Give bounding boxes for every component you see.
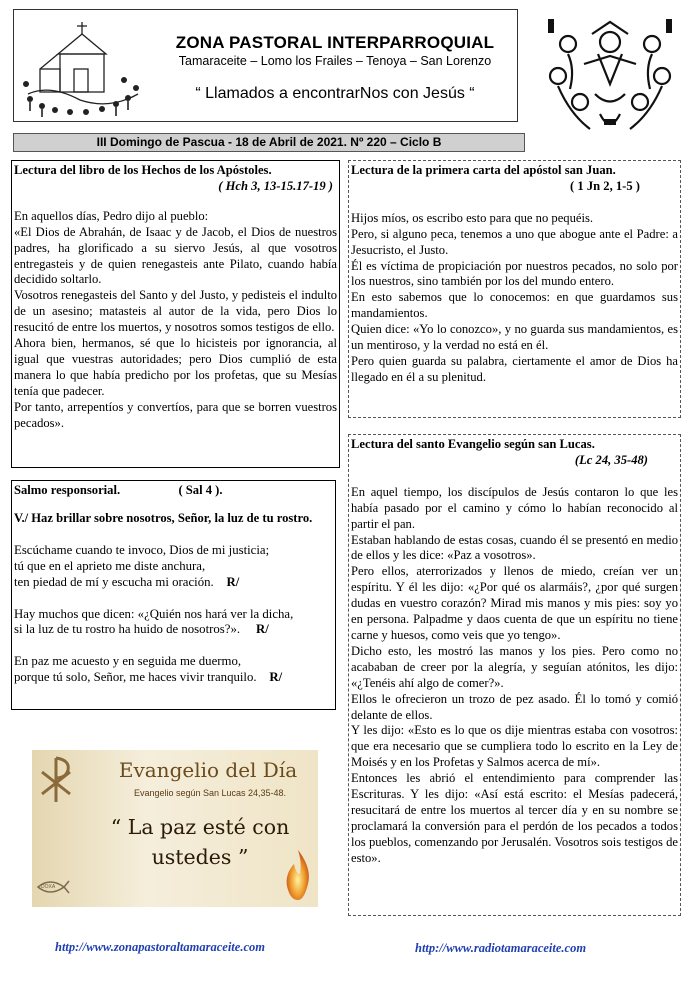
psalm-response-marker: R/: [256, 622, 269, 637]
second-reading-heading: Lectura de la primera carta del apóstol san Juan.: [351, 163, 616, 177]
radio-tamaraceite-link[interactable]: http://www.radiotamaraceite.com: [415, 941, 587, 955]
first-reading-paragraph: En aquellos días, Pedro dijo al pueblo:: [14, 208, 209, 223]
second-reading-paragraph: Hijos míos, os escribo esto para que no pequéis.: [351, 210, 594, 225]
second-reading-paragraph: En esto sabemos que lo conocemos: en que guardamos sus mandamientos.: [351, 290, 678, 321]
gospel-reference: (Lc 24, 35-48): [574, 452, 648, 467]
psalm-heading: Salmo responsorial.: [14, 483, 121, 497]
second-reading-reference: ( 1 Jn 2, 1-5 ): [570, 178, 640, 193]
first-reading-paragraph: «El Dios de Abrahán, de Isaac y de Jacob, el Dios de nuestros padres, ha glorificado a su siervo Jesús, al que vosotros entregasteis y de quien renegasteis ante Pilato, cuando había decidido soltarlo.: [14, 224, 337, 287]
psalm-stanza-2: [14, 607, 333, 639]
psalm-box: [11, 480, 336, 710]
psalm-response-marker: R/: [269, 670, 283, 685]
psalm-response-marker: R/: [226, 574, 240, 589]
gospel-paragraph: Entonces les abrió el entendimiento para comprender las Escrituras. Y les dijo: «Así está escrito: el Mesías padecerá, resucitará de entre los muertos al tercer día y en su nombre se proclamará la conversión para el perdón de los pecados a todos los pueblos, comenzando por Jerusalén. Vosotros sois testigos de esto».: [351, 771, 678, 865]
second-reading-paragraph: Pero, si alguno peca, tenemos a uno que abogue ante el Padre: a Jesucristo, el Justo.: [351, 226, 678, 257]
header-motto: “ Llamados a encontrarNos con Jesús “: [195, 85, 475, 102]
first-reading-paragraph: Ahora bien, hermanos, sé que lo hicisteis por ignorancia, al igual que vuestras autoridades; pero Dios cumplió de esta manera lo que había predicho por los profetas, que su Mesías tenía que padecer.: [14, 336, 337, 398]
header-places: Tamaraceite – Lomo los Frailes – Tenoya – San Lorenzo: [178, 54, 492, 68]
psalm-stanza-1: [14, 543, 333, 591]
church-drawing-icon: [20, 14, 145, 118]
header-title: ZONA PASTORAL INTERPARROQUIAL: [175, 33, 495, 52]
psalm-line: tú que en el aprieto me diste anchura,: [14, 558, 206, 573]
second-reading-paragraph: Pero quien guarda su palabra, ciertamente el amor de Dios ha llegado en él a su plenitud.: [351, 353, 678, 384]
gospel-box: [348, 434, 681, 916]
psalm-line: si la luz de tu rostro ha huido de nosotros?».: [14, 622, 241, 637]
gospel-paragraph: En aquel tiempo, los discípulos de Jesús contaron lo que les había pasado por el camino y cómo lo habían reconocido al partir el pan.: [351, 484, 678, 531]
psalm-response: V./ Haz brillar sobre nosotros, Señor, la luz de tu rostro.: [14, 510, 313, 525]
first-reading-box: [11, 160, 340, 468]
first-reading-paragraph: Vosotros renegasteis del Santo y del Justo, y pedisteis el indulto de un asesino; matasteis al autor de la vida, pero Dios lo resucitó de entre los muertos, y nosotros somos testigos de ello.: [14, 288, 337, 335]
first-reading-paragraph: Por tanto, arrepentíos y convertíos, para que se borren vuestros pecados».: [14, 399, 337, 430]
gospel-paragraph: Ellos le ofrecieron un trozo de pez asado. Él lo tomó y comió delante de ellos.: [351, 691, 678, 722]
banner-logo-text: DOXA: [41, 884, 56, 890]
second-reading-paragraph: Quien dice: «Yo lo conozco», y no guarda sus mandamientos, es un mentiroso, y la verdad no está en él.: [351, 322, 678, 353]
psalm-line: porque tú solo, Señor, me haces vivir tranquilo.: [14, 670, 257, 685]
gospel-paragraph: Y les dijo: «Esto es lo que os dije mientras estaba con vosotros: que era necesario que se cumpliera todo lo escrito en la Ley de Moisés y en los Profetas y Salmos acerca de mí».: [351, 723, 678, 770]
psalm-line: En paz me acuesto y en seguida me duermo,: [14, 654, 242, 669]
chi-rho-icon: [36, 754, 76, 806]
psalm-line: Hay muchos que dicen: «¿Quién nos hará ver la dicha,: [14, 606, 294, 621]
first-reading-reference: ( Hch 3, 13-15.17-19 ): [218, 178, 333, 193]
gospel-paragraph: Pero ellos, aterrorizados y llenos de miedo, creían ver un espíritu. Y él les dijo: «¿Por qué os alarmáis?, ¿por qué surgen dudas en vuestro corazón? Mirad mis manos y mis pies: soy yo en persona. Palpadme y daos cuenta de que un espíritu no tiene carne y huesos, como veis que yo tengo».: [351, 564, 678, 642]
psalm-stanza-3: [14, 654, 333, 686]
second-reading-paragraph: Él es víctima de propiciación por nuestros pecados, no solo por los nuestros, sino también por los del mundo entero.: [351, 258, 678, 289]
second-reading-box: [348, 160, 681, 418]
date-bar: III Domingo de Pascua - 18 de Abril de 2021. Nº 220 – Ciclo B: [13, 133, 525, 152]
banner-title: Evangelio del Día: [118, 758, 298, 782]
zona-pastoral-link[interactable]: http://www.zonapastoraltamaraceite.com: [55, 940, 265, 954]
banner-quote: “ La paz esté con ustedes ”: [110, 815, 290, 869]
jesus-crowd-drawing-icon: [540, 14, 680, 139]
gospel-paragraph: Estaban hablando de estas cosas, cuando él se presentó en medio de ellos y les dice: «Paz a vosotros».: [351, 532, 678, 563]
banner-subtitle: Evangelio según San Lucas 24,35-48.: [133, 788, 287, 798]
psalm-line: ten piedad de mí y escucha mi oración.: [14, 574, 214, 589]
psalm-line: Escúchame cuando te invoco, Dios de mi justicia;: [14, 542, 270, 557]
psalm-reference: ( Sal 4 ).: [178, 483, 223, 497]
gospel-paragraph: Dicho esto, les mostró las manos y los pies. Pero como no acababan de creer por la alegría, y seguían atónitos, les dijo: «¿Tenéis ahí algo de comer?».: [351, 643, 678, 690]
first-reading-heading: Lectura del libro de los Hechos de los Apóstoles.: [14, 163, 272, 177]
gospel-heading: Lectura del santo Evangelio según san Lucas.: [351, 437, 595, 451]
